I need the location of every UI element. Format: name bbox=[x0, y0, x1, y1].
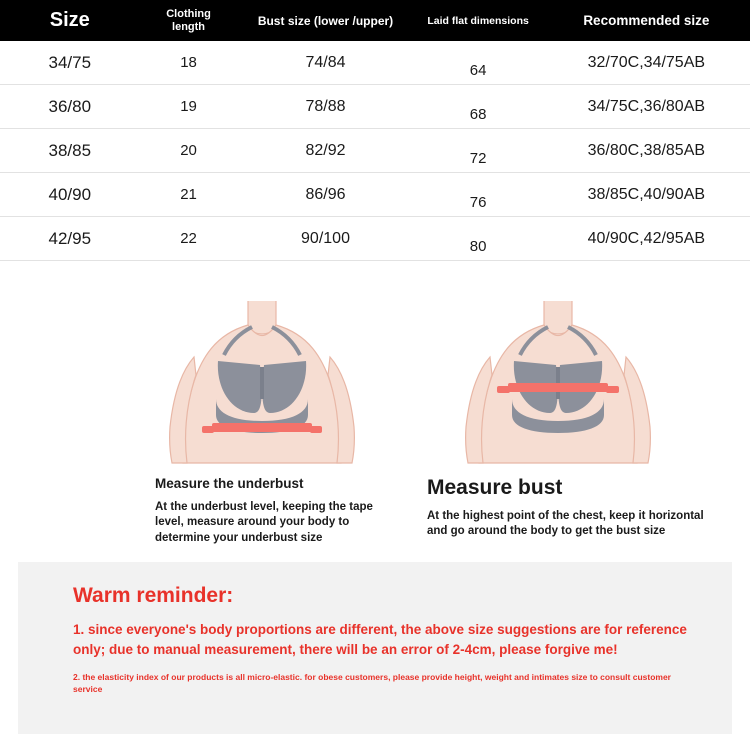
cell-clothing-length: 20 bbox=[140, 129, 238, 173]
cell-bust-size: 86/96 bbox=[237, 173, 413, 217]
warm-reminder-panel bbox=[18, 562, 732, 734]
size-table-body bbox=[0, 41, 750, 261]
underbust-illustration-icon bbox=[140, 295, 385, 470]
bust-caption-title: Measure bust bbox=[427, 476, 563, 500]
cell-laid-flat: 80 bbox=[414, 217, 543, 261]
cell-size: 36/80 bbox=[0, 85, 140, 129]
bust-illustration-icon bbox=[405, 295, 715, 470]
underbust-measure-block bbox=[140, 295, 385, 546]
cell-recommended-size: 32/70C,34/75AB bbox=[543, 41, 750, 85]
cell-bust-size: 90/100 bbox=[237, 217, 413, 261]
bust-caption-body: At the highest point of the chest, keep it horizontal and go around the body to get the bust size bbox=[427, 510, 704, 538]
warm-reminder-point-1: 1. since everyone's body proportions are different, the above size suggestions are for reference only; due to manual measurement, there will be an error of 2-4cm, please forgive me! bbox=[73, 622, 687, 657]
warm-reminder-point-2: 2. the elasticity index of our products is all micro-elastic. for obese customers, please provide height, weight and intimates size to consult customer service bbox=[73, 672, 671, 695]
cell-bust-size: 82/92 bbox=[237, 129, 413, 173]
cell-size: 34/75 bbox=[0, 41, 140, 85]
cell-recommended-size: 34/75C,36/80AB bbox=[543, 85, 750, 129]
table-header-row bbox=[0, 0, 750, 41]
underbust-caption-title: Measure the underbust bbox=[155, 476, 304, 492]
cell-clothing-length: 22 bbox=[140, 217, 238, 261]
underbust-caption-body: At the underbust level, keeping the tape level, measure around your body to determine your underbust size bbox=[155, 501, 373, 544]
column-header-size: Size bbox=[49, 9, 90, 32]
column-header-recommended-size: Recommended size bbox=[583, 13, 710, 29]
column-header-length-line2: length bbox=[172, 20, 206, 33]
cell-size: 42/95 bbox=[0, 217, 140, 261]
cell-laid-flat: 76 bbox=[414, 173, 543, 217]
cell-clothing-length: 19 bbox=[140, 85, 238, 129]
table-row bbox=[0, 173, 750, 217]
cell-recommended-size: 40/90C,42/95AB bbox=[543, 217, 750, 261]
cell-laid-flat: 64 bbox=[414, 41, 543, 85]
cell-size: 38/85 bbox=[0, 129, 140, 173]
table-row bbox=[0, 41, 750, 85]
table-row bbox=[0, 217, 750, 261]
cell-recommended-size: 36/80C,38/85AB bbox=[543, 129, 750, 173]
column-header-length-line1: Clothing bbox=[166, 8, 211, 20]
cell-bust-size: 74/84 bbox=[237, 41, 413, 85]
bust-measure-block bbox=[405, 295, 715, 539]
size-table-header bbox=[0, 0, 750, 41]
cell-clothing-length: 21 bbox=[140, 173, 238, 217]
cell-laid-flat: 72 bbox=[414, 129, 543, 173]
cell-laid-flat: 68 bbox=[414, 85, 543, 129]
cell-size: 40/90 bbox=[0, 173, 140, 217]
table-row bbox=[0, 129, 750, 173]
size-table bbox=[0, 0, 750, 261]
measurement-illustrations bbox=[0, 295, 750, 577]
warm-reminder-title: Warm reminder: bbox=[73, 584, 234, 607]
cell-recommended-size: 38/85C,40/90AB bbox=[543, 173, 750, 217]
column-header-laid-flat: Laid flat dimensions bbox=[427, 14, 529, 27]
cell-bust-size: 78/88 bbox=[237, 85, 413, 129]
column-header-clothing-length bbox=[140, 0, 238, 41]
cell-clothing-length: 18 bbox=[140, 41, 238, 85]
table-row bbox=[0, 85, 750, 129]
column-header-bust-size: Bust size (lower /upper) bbox=[257, 13, 394, 28]
